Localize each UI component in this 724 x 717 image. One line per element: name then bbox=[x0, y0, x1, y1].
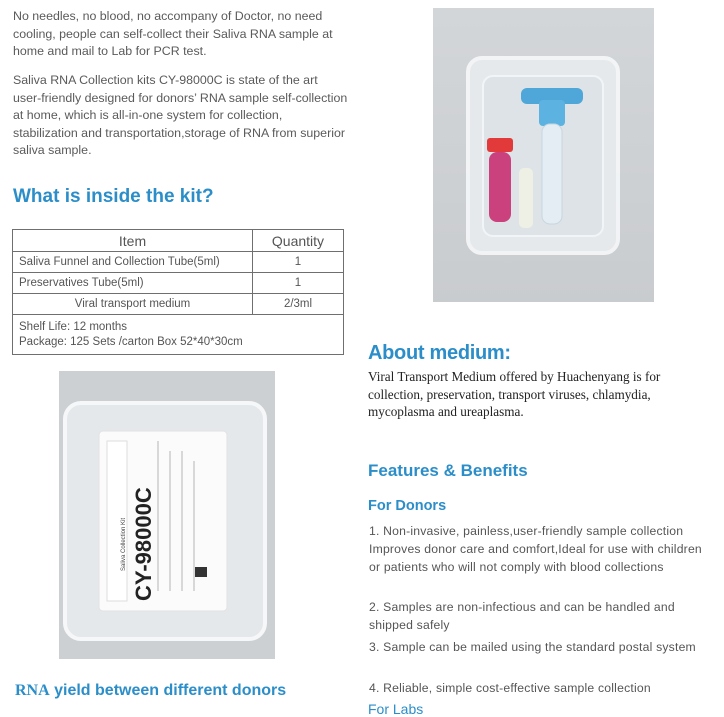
rna-heading bbox=[15, 682, 286, 700]
intro-paragraph-2: Saliva RNA Collection kits CY-98000C is state of the art user-friendly designed for donors’ RNA sample self-collection at home, which is all-in-one system for collection, stabilization and transportation,storage of RNA from superior saliva sample. bbox=[13, 73, 348, 157]
row-item: Viral transport medium bbox=[13, 294, 253, 315]
product-photo-tray bbox=[433, 8, 654, 302]
row-quantity: 1 bbox=[253, 252, 344, 273]
column-header-quantity: Quantity bbox=[253, 230, 344, 252]
intro-paragraph-1: No needles, no blood, no accompany of Doctor, no need cooling, people can self-collect their Saliva RNA sample at home and mail to Lab for PCR test. bbox=[13, 9, 333, 58]
tray-illustration bbox=[433, 8, 654, 302]
features-heading: Features & Benefits bbox=[368, 461, 528, 480]
row-item: Preservatives Tube(5ml) bbox=[13, 273, 253, 294]
table-row bbox=[13, 252, 344, 273]
row-item: Saliva Funnel and Collection Tube(5ml) bbox=[13, 252, 253, 273]
benefit-item-4: 4. Reliable, simple cost-effective sample collection bbox=[369, 681, 651, 695]
row-quantity: 1 bbox=[253, 273, 344, 294]
benefit-item-3: 3. Sample can be mailed using the standard postal system bbox=[369, 640, 696, 654]
table-footer-row bbox=[13, 315, 344, 355]
shelf-life-text: Shelf Life: 12 months bbox=[19, 321, 128, 333]
about-text: Viral Transport Medium offered by Huachenyang is for collection, preservation, transport viruses, chlamydia, mycoplasma and ureaplasma. bbox=[368, 369, 661, 419]
about-heading: About medium: bbox=[368, 342, 511, 364]
row-quantity: 2/3ml bbox=[253, 294, 344, 315]
column-header-item: Item bbox=[13, 230, 253, 252]
package-text: Package: 125 Sets /carton Box 52*40*30cm bbox=[19, 336, 243, 348]
rna-heading-rest: yield between different donors bbox=[49, 682, 287, 699]
benefit-item-2: 2. Samples are non-infectious and can be handled and shipped safely bbox=[369, 600, 675, 632]
kit-footer-cell bbox=[13, 315, 344, 355]
product-photo-box bbox=[59, 371, 275, 659]
table-row bbox=[13, 273, 344, 294]
kit-contents-table bbox=[12, 229, 344, 355]
box-small-text: Saliva Collection Kit bbox=[121, 517, 127, 571]
table-row bbox=[13, 294, 344, 315]
rna-heading-prefix: RNA bbox=[15, 682, 50, 699]
box-label-text: CY-98000C bbox=[131, 487, 156, 601]
box-illustration bbox=[59, 371, 275, 659]
donors-heading: For Donors bbox=[368, 498, 447, 514]
kit-heading: What is inside the kit? bbox=[13, 186, 214, 207]
table-header-row bbox=[13, 230, 344, 252]
next-heading-partial: For Labs bbox=[368, 701, 424, 717]
ce-mark-icon bbox=[195, 567, 207, 577]
benefit-item-1: 1. Non-invasive, painless,user-friendly sample collection Improves donor care and comfort,Ideal for use with children or patients who will not comply with blood collections bbox=[369, 524, 702, 574]
